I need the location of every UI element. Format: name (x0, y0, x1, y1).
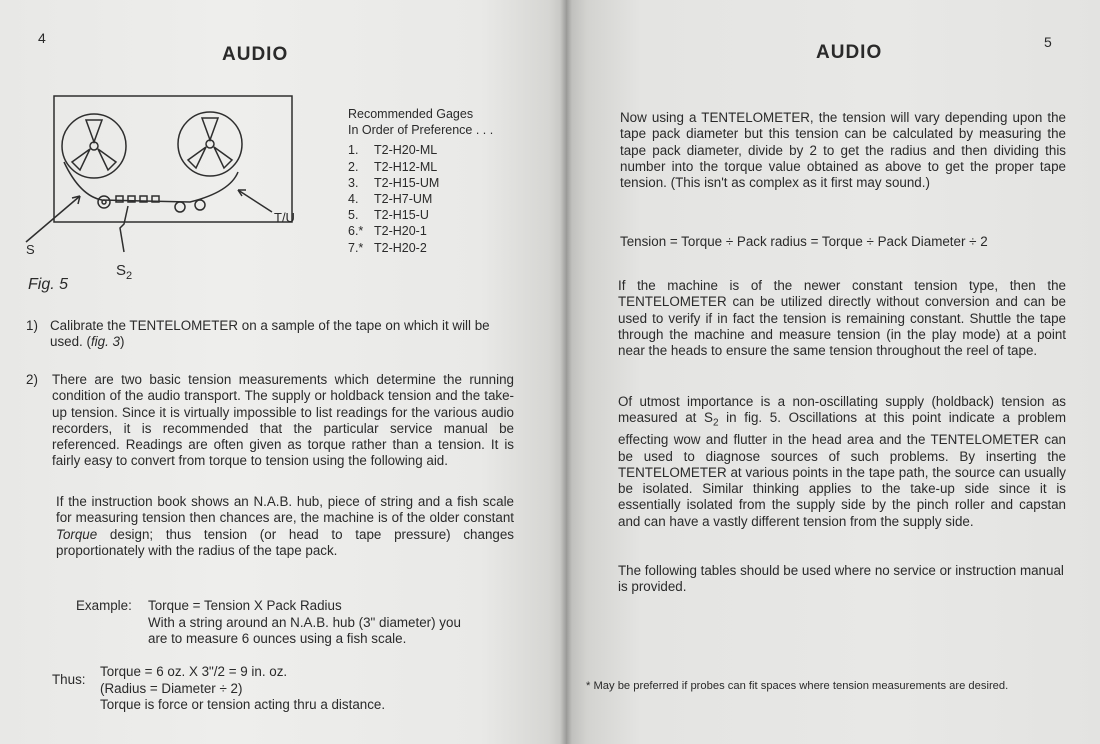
item1-number: 1) (26, 318, 38, 333)
right-para-1: Now using a TENTELOMETER, the tension will vary depending upon the tape pack diameter but this tension can be calculated by measuring the tape pack diameter, divide by 2 to get the radius and then dividing this number into the torque value obtained as above to get the proper tape tension. (This isn't as complex as it first may sound.) (620, 110, 1066, 191)
gages-heading-2: In Order of Preference . . . (348, 123, 494, 138)
right-page-title: AUDIO (816, 42, 883, 63)
gage-item: 5. T2-H15-U (348, 208, 429, 223)
book-gutter (560, 0, 572, 744)
example-formula: Torque = Tension X Pack Radius (148, 598, 342, 613)
instruction-book-paragraph: If the instruction book shows an N.A.B. hub, piece of string and a fish scale for measuring tension then chances are, the machine is of the older constant Torque design; thus tension (or head to tape pressure) changes proportionately with the radius of the tape pack. (56, 494, 514, 558)
thus-line-3: Torque is force or tension acting thru a distance. (100, 697, 386, 712)
thus-block (100, 664, 520, 714)
tape-transport-diagram (20, 92, 320, 284)
example-line-2: With a string around an N.A.B. hub (3" diameter) you (148, 614, 461, 630)
item2-number: 2) (26, 372, 38, 387)
thus-line-1: Torque = 6 oz. X 3"/2 = 9 in. oz. (100, 664, 288, 679)
example-line-3: are to measure 6 ounces using a fish scale. (148, 631, 407, 646)
diagram-label-s2: $S_2$ (116, 262, 133, 282)
right-para-4: The following tables should be used where no service or instruction manual is provided. (618, 563, 1064, 595)
gage-item: 3. T2-H15-UM (348, 175, 440, 190)
gage-item: 4. T2-H7-UM (348, 192, 433, 207)
footnote: * May be preferred if probes can fit spaces where tension measurements are desired. (586, 680, 1009, 692)
gage-item: 2. T2-H12-ML (348, 159, 438, 174)
example-label: Example: (76, 598, 132, 613)
item2-text: There are two basic tension measurements which determine the running condition of the audio transport. The supply or holdback tension and the take-up tension. Since it is virtually impossible to list readings for the various audio recorders, it is recommended that the particular service manual be referenced. Readings are often given as torque rather than a tension. It is fairly easy to convert from torque to tension using the following aid. (52, 372, 514, 469)
gage-item: 1. T2-H20-ML (348, 143, 438, 158)
tension-formula: Tension = Torque ÷ Pack radius = Torque ÷ Pack Diameter ÷ 2 (620, 234, 988, 249)
right-page (566, 0, 1100, 744)
item1-text: Calibrate the TENTELOMETER on a sample of the tape on which it will be used. (fig. 3) (50, 318, 490, 350)
left-page-title: AUDIO (222, 44, 289, 65)
right-para-3: Of utmost importance is a non-oscillating supply (holdback) tension as measured at $S_2$ in fig. 5. Oscillations at this point indicate a problem effecting wow and flutter in the head area and the TENTELOMETER can be used to diagnose sources of such problems. By inserting the TENTELOMETER at various points in the tape path, the source can usually be isolated. Similar thinking applies to the take-up side since it is essentially isolated from the supply side by the pinch roller and capstan and can have a vastly different tension from the supply side. (618, 394, 1066, 529)
gage-item: 6.* T2-H20-1 (348, 224, 427, 239)
gages-heading-1: Recommended Gages (348, 107, 474, 121)
takeup-reel (178, 112, 242, 176)
right-page-number: 5 (1044, 34, 1052, 50)
recommended-gages-list (348, 106, 538, 256)
figure-caption: Fig. 5 (28, 276, 69, 293)
supply-reel (62, 114, 126, 178)
right-para-2: If the machine is of the newer constant tension type, then the TENTELOMETER can be utilized directly without conversion and can be used to verify if in fact the tension is remaining constant. Shuttle the tape through the machine and measure tension (in the play mode) at a point near the heads to ensure the same tension throughout the reel of tape. (618, 278, 1066, 359)
left-page-number: 4 (38, 30, 46, 46)
diagram-label-s: S (26, 242, 35, 257)
gage-item: 7.* T2-H20-2 (348, 240, 427, 255)
example-block (148, 598, 528, 648)
thus-line-2: (Radius = Diameter ÷ 2) (100, 680, 243, 696)
thus-label: Thus: (52, 672, 86, 687)
diagram-label-tu: T/U (274, 210, 295, 225)
